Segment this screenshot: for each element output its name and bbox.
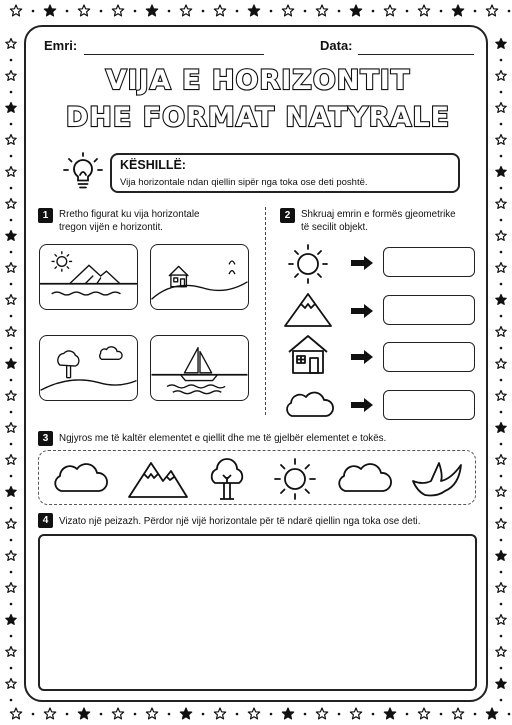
dot-icon (10, 187, 13, 190)
tree-hills-clouds-icon (40, 336, 137, 400)
worksheet-card (24, 25, 488, 702)
star-icon (496, 647, 506, 657)
exercise-3-instruction: Ngjyros me të kaltër elementet e qiellit dhe me të gjelbër elementet e tokës. (59, 433, 387, 444)
dot-icon (10, 123, 13, 126)
elements-band (38, 450, 476, 505)
sun-icon[interactable] (271, 455, 319, 503)
star-icon (384, 5, 395, 16)
dot-icon (10, 475, 13, 478)
dot-icon (10, 571, 13, 574)
star-icon (282, 708, 293, 719)
page-title-line1: VIJA E HORIZONTIT (105, 65, 411, 96)
star-icon (496, 487, 506, 497)
star-icon (496, 167, 506, 177)
picture-tree-hills[interactable] (39, 335, 138, 401)
star-icon (496, 39, 506, 49)
dot-icon (10, 507, 13, 510)
dot-icon (500, 379, 503, 382)
dot-icon (500, 443, 503, 446)
dot-icon (500, 219, 503, 222)
star-icon (496, 327, 506, 337)
dot-icon (304, 713, 307, 716)
dot-icon (66, 10, 69, 13)
star-icon (6, 39, 16, 49)
star-icon (146, 5, 157, 16)
dot-icon (202, 10, 205, 13)
dot-icon (10, 347, 13, 350)
dot-icon (372, 713, 375, 716)
star-icon (6, 487, 16, 497)
star-icon (384, 708, 395, 719)
star-icon (112, 5, 123, 16)
star-icon (6, 359, 16, 369)
dot-icon (500, 667, 503, 670)
star-icon (6, 135, 16, 145)
dot-icon (100, 10, 103, 13)
dot-icon (10, 667, 13, 670)
star-icon (496, 263, 506, 273)
sun-mountains-water-icon (40, 245, 137, 309)
dot-icon (32, 10, 35, 13)
star-icon (6, 615, 16, 625)
dot-icon (440, 10, 443, 13)
dot-icon (338, 10, 341, 13)
star-icon (6, 263, 16, 273)
dot-icon (406, 713, 409, 716)
exercise-2-number: 2 (280, 208, 295, 223)
house-icon (286, 333, 330, 375)
exercise-2-instruction: Shkruaj emrin e formës gjeometrike të secilit objekt. (301, 209, 456, 233)
arrow-right-icon (350, 255, 374, 271)
star-icon (350, 708, 361, 719)
star-icon (248, 5, 259, 16)
dot-icon (500, 123, 503, 126)
dot-icon (474, 713, 477, 716)
dot-icon (10, 379, 13, 382)
answer-box-cloud[interactable] (383, 390, 475, 420)
star-icon (180, 5, 191, 16)
star-icon (214, 5, 225, 16)
tip-text: Vija horizontale ndan qiellin sipër nga toka ose deti poshtë. (120, 177, 368, 188)
dot-icon (10, 635, 13, 638)
star-icon (6, 583, 16, 593)
dot-icon (500, 699, 503, 702)
dot-icon (500, 347, 503, 350)
star-icon (496, 199, 506, 209)
mountains-icon[interactable] (127, 455, 189, 501)
dot-icon (236, 713, 239, 716)
dot-icon (270, 713, 273, 716)
star-icon (6, 679, 16, 689)
dot-icon (500, 571, 503, 574)
star-icon (6, 71, 16, 81)
answer-box-mountain[interactable] (383, 295, 475, 325)
bird-icon[interactable] (409, 457, 465, 501)
star-icon (496, 295, 506, 305)
house-hills-icon (151, 245, 248, 309)
star-icon (486, 5, 497, 16)
star-icon (496, 103, 506, 113)
star-icon (6, 199, 16, 209)
star-icon (282, 5, 293, 16)
star-icon (496, 391, 506, 401)
cloud-icon[interactable] (51, 459, 109, 497)
name-date-row (44, 38, 470, 58)
star-icon (6, 231, 16, 241)
dot-icon (500, 155, 503, 158)
dot-icon (500, 507, 503, 510)
mountain-icon (282, 289, 334, 329)
dot-icon (270, 10, 273, 13)
dot-icon (474, 10, 477, 13)
arrow-right-icon (350, 303, 374, 319)
column-divider (265, 207, 266, 415)
arrow-right-icon (350, 397, 374, 413)
star-icon (180, 708, 191, 719)
dot-icon (500, 315, 503, 318)
star-icon (6, 167, 16, 177)
star-icon (6, 327, 16, 337)
answer-box-house[interactable] (383, 342, 475, 372)
star-icon (248, 708, 259, 719)
star-icon (486, 708, 497, 719)
answer-box-sun[interactable] (383, 247, 475, 277)
star-icon (496, 519, 506, 529)
exercise-3-number: 3 (38, 431, 53, 446)
dot-icon (10, 251, 13, 254)
dot-icon (32, 713, 35, 716)
page-title-line2: DHE FORMAT NATYRALE (65, 102, 451, 133)
dot-icon (500, 475, 503, 478)
dot-icon (500, 251, 503, 254)
dot-icon (440, 713, 443, 716)
dot-icon (10, 315, 13, 318)
star-icon (112, 708, 123, 719)
dot-icon (10, 539, 13, 542)
star-icon (78, 708, 89, 719)
exercise-4-number: 4 (38, 513, 53, 528)
star-icon (496, 359, 506, 369)
star-icon (316, 708, 327, 719)
picture-sun-mountains[interactable] (39, 244, 138, 310)
dot-icon (500, 91, 503, 94)
star-icon (350, 5, 361, 16)
dot-icon (500, 187, 503, 190)
star-icon (6, 455, 16, 465)
star-icon (6, 647, 16, 657)
name-label: Emri: (44, 38, 78, 53)
dot-icon (10, 91, 13, 94)
exercise-1-instruction: Rretho figurat ku vija horizontale tregon vijën e horizontit. (59, 209, 200, 233)
sailboat-sea-icon (151, 336, 248, 400)
tip-box (110, 153, 460, 193)
dot-icon (500, 411, 503, 414)
star-icon (214, 708, 225, 719)
dot-icon (500, 635, 503, 638)
dot-icon (406, 10, 409, 13)
dot-icon (372, 10, 375, 13)
star-icon (452, 708, 463, 719)
star-icon (418, 5, 429, 16)
star-icon (146, 708, 157, 719)
dot-icon (100, 713, 103, 716)
dot-icon (304, 10, 307, 13)
dot-icon (10, 411, 13, 414)
sun-icon (284, 243, 332, 285)
picture-sailboat-sea[interactable] (150, 335, 249, 401)
dot-icon (500, 603, 503, 606)
drawing-area[interactable] (38, 534, 477, 691)
dot-icon (10, 219, 13, 222)
cloud-icon[interactable] (335, 459, 393, 497)
star-icon (496, 583, 506, 593)
star-icon (10, 708, 21, 719)
dot-icon (10, 699, 13, 702)
exercise-1-number: 1 (38, 208, 53, 223)
star-icon (6, 551, 16, 561)
star-icon (316, 5, 327, 16)
exercise-4-instruction: Vizato një peizazh. Përdor një vijë horizontale për të ndarë qiellin nga toka ose deti. (59, 516, 421, 527)
dot-icon (168, 713, 171, 716)
date-label: Data: (320, 38, 353, 53)
dot-icon (10, 283, 13, 286)
arrow-right-icon (350, 349, 374, 365)
dot-icon (10, 443, 13, 446)
star-icon (496, 551, 506, 561)
dot-icon (236, 10, 239, 13)
star-icon (496, 423, 506, 433)
date-line[interactable] (358, 54, 474, 55)
lightbulb-icon (62, 151, 104, 193)
star-icon (452, 5, 463, 16)
star-icon (78, 5, 89, 16)
star-icon (496, 71, 506, 81)
star-icon (10, 5, 21, 16)
star-icon (44, 5, 55, 16)
star-icon (496, 135, 506, 145)
dot-icon (500, 539, 503, 542)
dot-icon (500, 283, 503, 286)
dot-icon (134, 10, 137, 13)
star-icon (496, 231, 506, 241)
star-icon (496, 455, 506, 465)
star-icon (496, 679, 506, 689)
dot-icon (10, 155, 13, 158)
dot-icon (10, 59, 13, 62)
dot-icon (134, 713, 137, 716)
picture-house-hills[interactable] (150, 244, 249, 310)
star-icon (6, 519, 16, 529)
star-icon (44, 708, 55, 719)
dot-icon (202, 713, 205, 716)
dot-icon (10, 603, 13, 606)
dot-icon (168, 10, 171, 13)
star-icon (6, 103, 16, 113)
star-icon (6, 295, 16, 305)
dot-icon (338, 713, 341, 716)
tree-icon[interactable] (205, 455, 249, 503)
dot-icon (508, 713, 511, 716)
dot-icon (66, 713, 69, 716)
star-icon (496, 615, 506, 625)
dot-icon (508, 10, 511, 13)
star-icon (6, 391, 16, 401)
cloud-icon (282, 389, 336, 419)
dot-icon (500, 59, 503, 62)
tip-heading: KËSHILLË: (120, 158, 186, 172)
name-line[interactable] (84, 54, 264, 55)
star-icon (6, 423, 16, 433)
star-icon (418, 708, 429, 719)
